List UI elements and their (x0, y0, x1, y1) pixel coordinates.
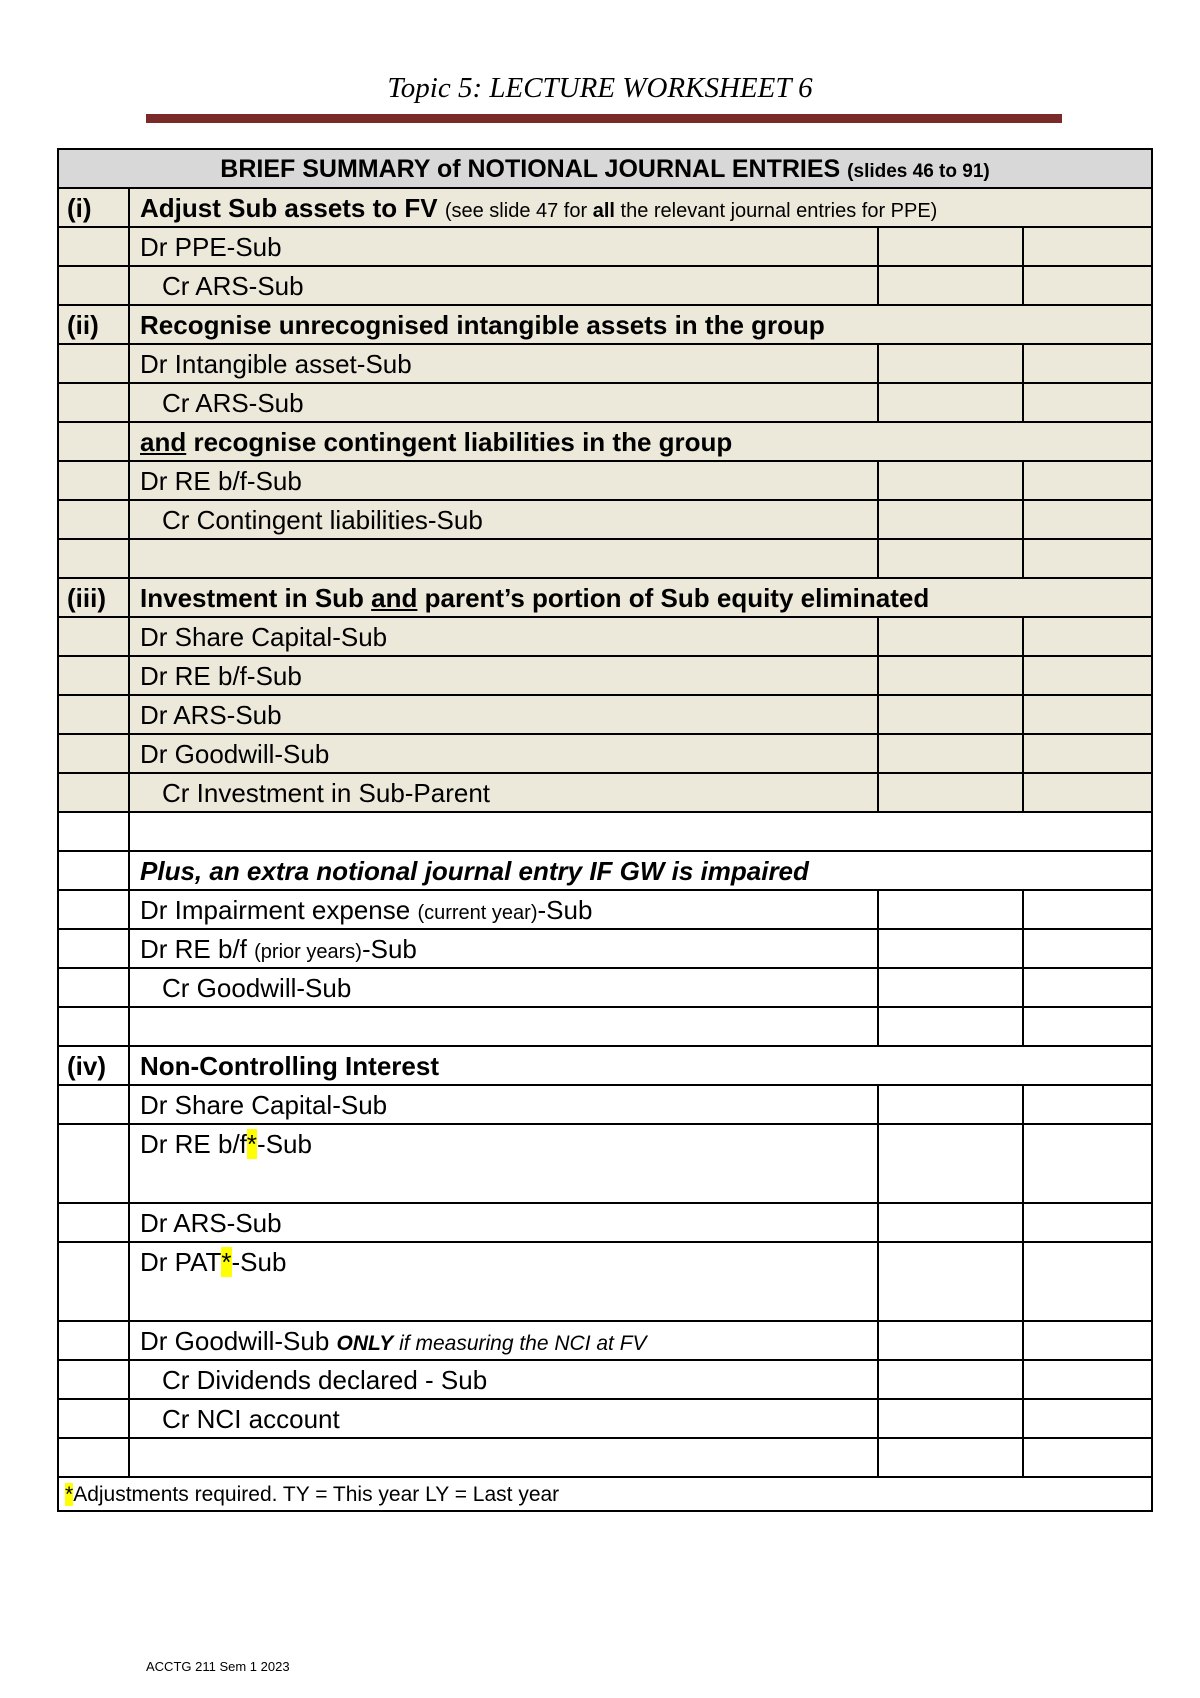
credit-cell[interactable] (1023, 773, 1152, 812)
footnote: *Adjustments required. TY = This year LY = Last year (58, 1477, 1152, 1511)
debit-cell[interactable] (878, 383, 1023, 422)
entry-dr-goodwill-nci: Dr Goodwill-Sub ONLY if measuring the NCI at FV (129, 1321, 878, 1360)
page-title: Topic 5: LECTURE WORKSHEET 6 (387, 72, 813, 104)
blank-entry-cell[interactable] (129, 812, 1152, 851)
entry-cr-contingent: Cr Contingent liabilities-Sub (129, 500, 878, 539)
section-iv-title: Non-Controlling Interest (129, 1046, 1152, 1085)
table-row (58, 344, 1152, 383)
credit-cell[interactable] (1023, 383, 1152, 422)
footnote-row (58, 1477, 1152, 1511)
credit-cell[interactable] (1023, 1321, 1152, 1360)
journal-entries-table (57, 148, 1153, 1512)
section-iv-row (58, 1046, 1152, 1085)
credit-cell[interactable] (1023, 1007, 1152, 1046)
table-row (58, 695, 1152, 734)
section-label-ii: (ii) (58, 305, 129, 344)
credit-cell[interactable] (1023, 1438, 1152, 1477)
asterisk-marker: * (65, 1483, 74, 1506)
section-i-row (58, 188, 1152, 227)
credit-cell[interactable] (1023, 1085, 1152, 1124)
credit-cell[interactable] (1023, 344, 1152, 383)
table-row (58, 1360, 1152, 1399)
entry-dr-ars: Dr ARS-Sub (129, 1203, 878, 1242)
debit-cell[interactable] (878, 1438, 1023, 1477)
table-row (58, 968, 1152, 1007)
table-row-blank (58, 1007, 1152, 1046)
entry-dr-re-bf: Dr RE b/f-Sub (129, 461, 878, 500)
entry-dr-pat: Dr PAT*-Sub (129, 1242, 878, 1321)
table-row (58, 1124, 1152, 1203)
entry-cr-nci: Cr NCI account (129, 1399, 878, 1438)
credit-cell[interactable] (1023, 734, 1152, 773)
credit-cell[interactable] (1023, 929, 1152, 968)
debit-cell[interactable] (878, 266, 1023, 305)
debit-cell[interactable] (878, 1360, 1023, 1399)
title-rule (146, 114, 1062, 123)
debit-cell[interactable] (878, 227, 1023, 266)
debit-cell[interactable] (878, 734, 1023, 773)
credit-cell[interactable] (1023, 461, 1152, 500)
credit-cell[interactable] (1023, 617, 1152, 656)
table-heading: BRIEF SUMMARY of NOTIONAL JOURNAL ENTRIES (slides 46 to 91) (58, 149, 1152, 188)
table-row (58, 500, 1152, 539)
entry-cr-ars: Cr ARS-Sub (129, 383, 878, 422)
entry-dr-re-bf-adjusted: Dr RE b/f*-Sub (129, 1124, 878, 1203)
entry-cr-dividends: Cr Dividends declared - Sub (129, 1360, 878, 1399)
blank-entry-cell[interactable] (129, 539, 878, 578)
page-footer: ACCTG 211 Sem 1 2023 (146, 1659, 290, 1674)
asterisk-marker: * (221, 1247, 232, 1277)
section-label-iii: (iii) (58, 578, 129, 617)
entry-dr-re-bf-prior: Dr RE b/f (prior years)-Sub (129, 929, 878, 968)
table-row (58, 890, 1152, 929)
table-row (58, 617, 1152, 656)
debit-cell[interactable] (878, 344, 1023, 383)
table-row (58, 266, 1152, 305)
debit-cell[interactable] (878, 695, 1023, 734)
table-row (58, 773, 1152, 812)
credit-cell[interactable] (1023, 500, 1152, 539)
table-row (58, 383, 1152, 422)
debit-cell[interactable] (878, 929, 1023, 968)
credit-cell[interactable] (1023, 1242, 1152, 1321)
debit-cell[interactable] (878, 1085, 1023, 1124)
entry-dr-intangible: Dr Intangible asset-Sub (129, 344, 878, 383)
entry-cr-goodwill: Cr Goodwill-Sub (129, 968, 878, 1007)
debit-cell[interactable] (878, 1124, 1023, 1203)
section-i-title: Adjust Sub assets to FV (see slide 47 for all the relevant journal entries for PPE) (129, 188, 1152, 227)
impairment-subtitle: Plus, an extra notional journal entry IF GW is impaired (129, 851, 1152, 890)
debit-cell[interactable] (878, 617, 1023, 656)
entry-cr-investment: Cr Investment in Sub-Parent (129, 773, 878, 812)
table-row-blank (58, 1438, 1152, 1477)
entry-dr-goodwill: Dr Goodwill-Sub (129, 734, 878, 773)
table-heading-row (58, 149, 1152, 188)
entry-dr-impairment: Dr Impairment expense (current year)-Sub (129, 890, 878, 929)
debit-cell[interactable] (878, 890, 1023, 929)
section-iii-row (58, 578, 1152, 617)
entry-dr-re-bf: Dr RE b/f-Sub (129, 656, 878, 695)
credit-cell[interactable] (1023, 1203, 1152, 1242)
credit-cell[interactable] (1023, 656, 1152, 695)
table-row (58, 461, 1152, 500)
credit-cell[interactable] (1023, 1124, 1152, 1203)
debit-cell[interactable] (878, 1399, 1023, 1438)
debit-cell[interactable] (878, 968, 1023, 1007)
entry-cr-ars: Cr ARS-Sub (129, 266, 878, 305)
table-row (58, 422, 1152, 461)
section-label-i: (i) (58, 188, 129, 227)
credit-cell[interactable] (1023, 968, 1152, 1007)
table-row (58, 656, 1152, 695)
table-row (58, 1399, 1152, 1438)
table-row (58, 851, 1152, 890)
section-iii-title: Investment in Sub and parent’s portion of Sub equity eliminated (129, 578, 1152, 617)
table-row (58, 227, 1152, 266)
debit-cell[interactable] (878, 1007, 1023, 1046)
debit-cell[interactable] (878, 1242, 1023, 1321)
asterisk-marker: * (246, 1129, 258, 1159)
table-row (58, 1242, 1152, 1321)
debit-cell[interactable] (878, 1203, 1023, 1242)
blank-entry-cell[interactable] (129, 1007, 878, 1046)
entry-dr-ars: Dr ARS-Sub (129, 695, 878, 734)
section-ii-row (58, 305, 1152, 344)
table-row-blank (58, 539, 1152, 578)
debit-cell[interactable] (878, 539, 1023, 578)
credit-cell[interactable] (1023, 539, 1152, 578)
contingent-subtitle: and recognise contingent liabilities in the group (129, 422, 1152, 461)
blank-entry-cell[interactable] (129, 1438, 878, 1477)
debit-cell[interactable] (878, 1321, 1023, 1360)
credit-cell[interactable] (1023, 1399, 1152, 1438)
entry-dr-share-capital: Dr Share Capital-Sub (129, 617, 878, 656)
table-row (58, 1321, 1152, 1360)
debit-cell[interactable] (878, 773, 1023, 812)
table-row-blank (58, 812, 1152, 851)
debit-cell[interactable] (878, 656, 1023, 695)
entry-dr-share-capital: Dr Share Capital-Sub (129, 1085, 878, 1124)
credit-cell[interactable] (1023, 890, 1152, 929)
table-row (58, 1085, 1152, 1124)
section-ii-title: Recognise unrecognised intangible assets in the group (129, 305, 1152, 344)
entry-dr-ppe: Dr PPE-Sub (129, 227, 878, 266)
table-row (58, 734, 1152, 773)
table-row (58, 1203, 1152, 1242)
credit-cell[interactable] (1023, 1360, 1152, 1399)
credit-cell[interactable] (1023, 227, 1152, 266)
credit-cell[interactable] (1023, 695, 1152, 734)
section-label-iv: (iv) (58, 1046, 129, 1085)
credit-cell[interactable] (1023, 266, 1152, 305)
debit-cell[interactable] (878, 500, 1023, 539)
debit-cell[interactable] (878, 461, 1023, 500)
table-row (58, 929, 1152, 968)
